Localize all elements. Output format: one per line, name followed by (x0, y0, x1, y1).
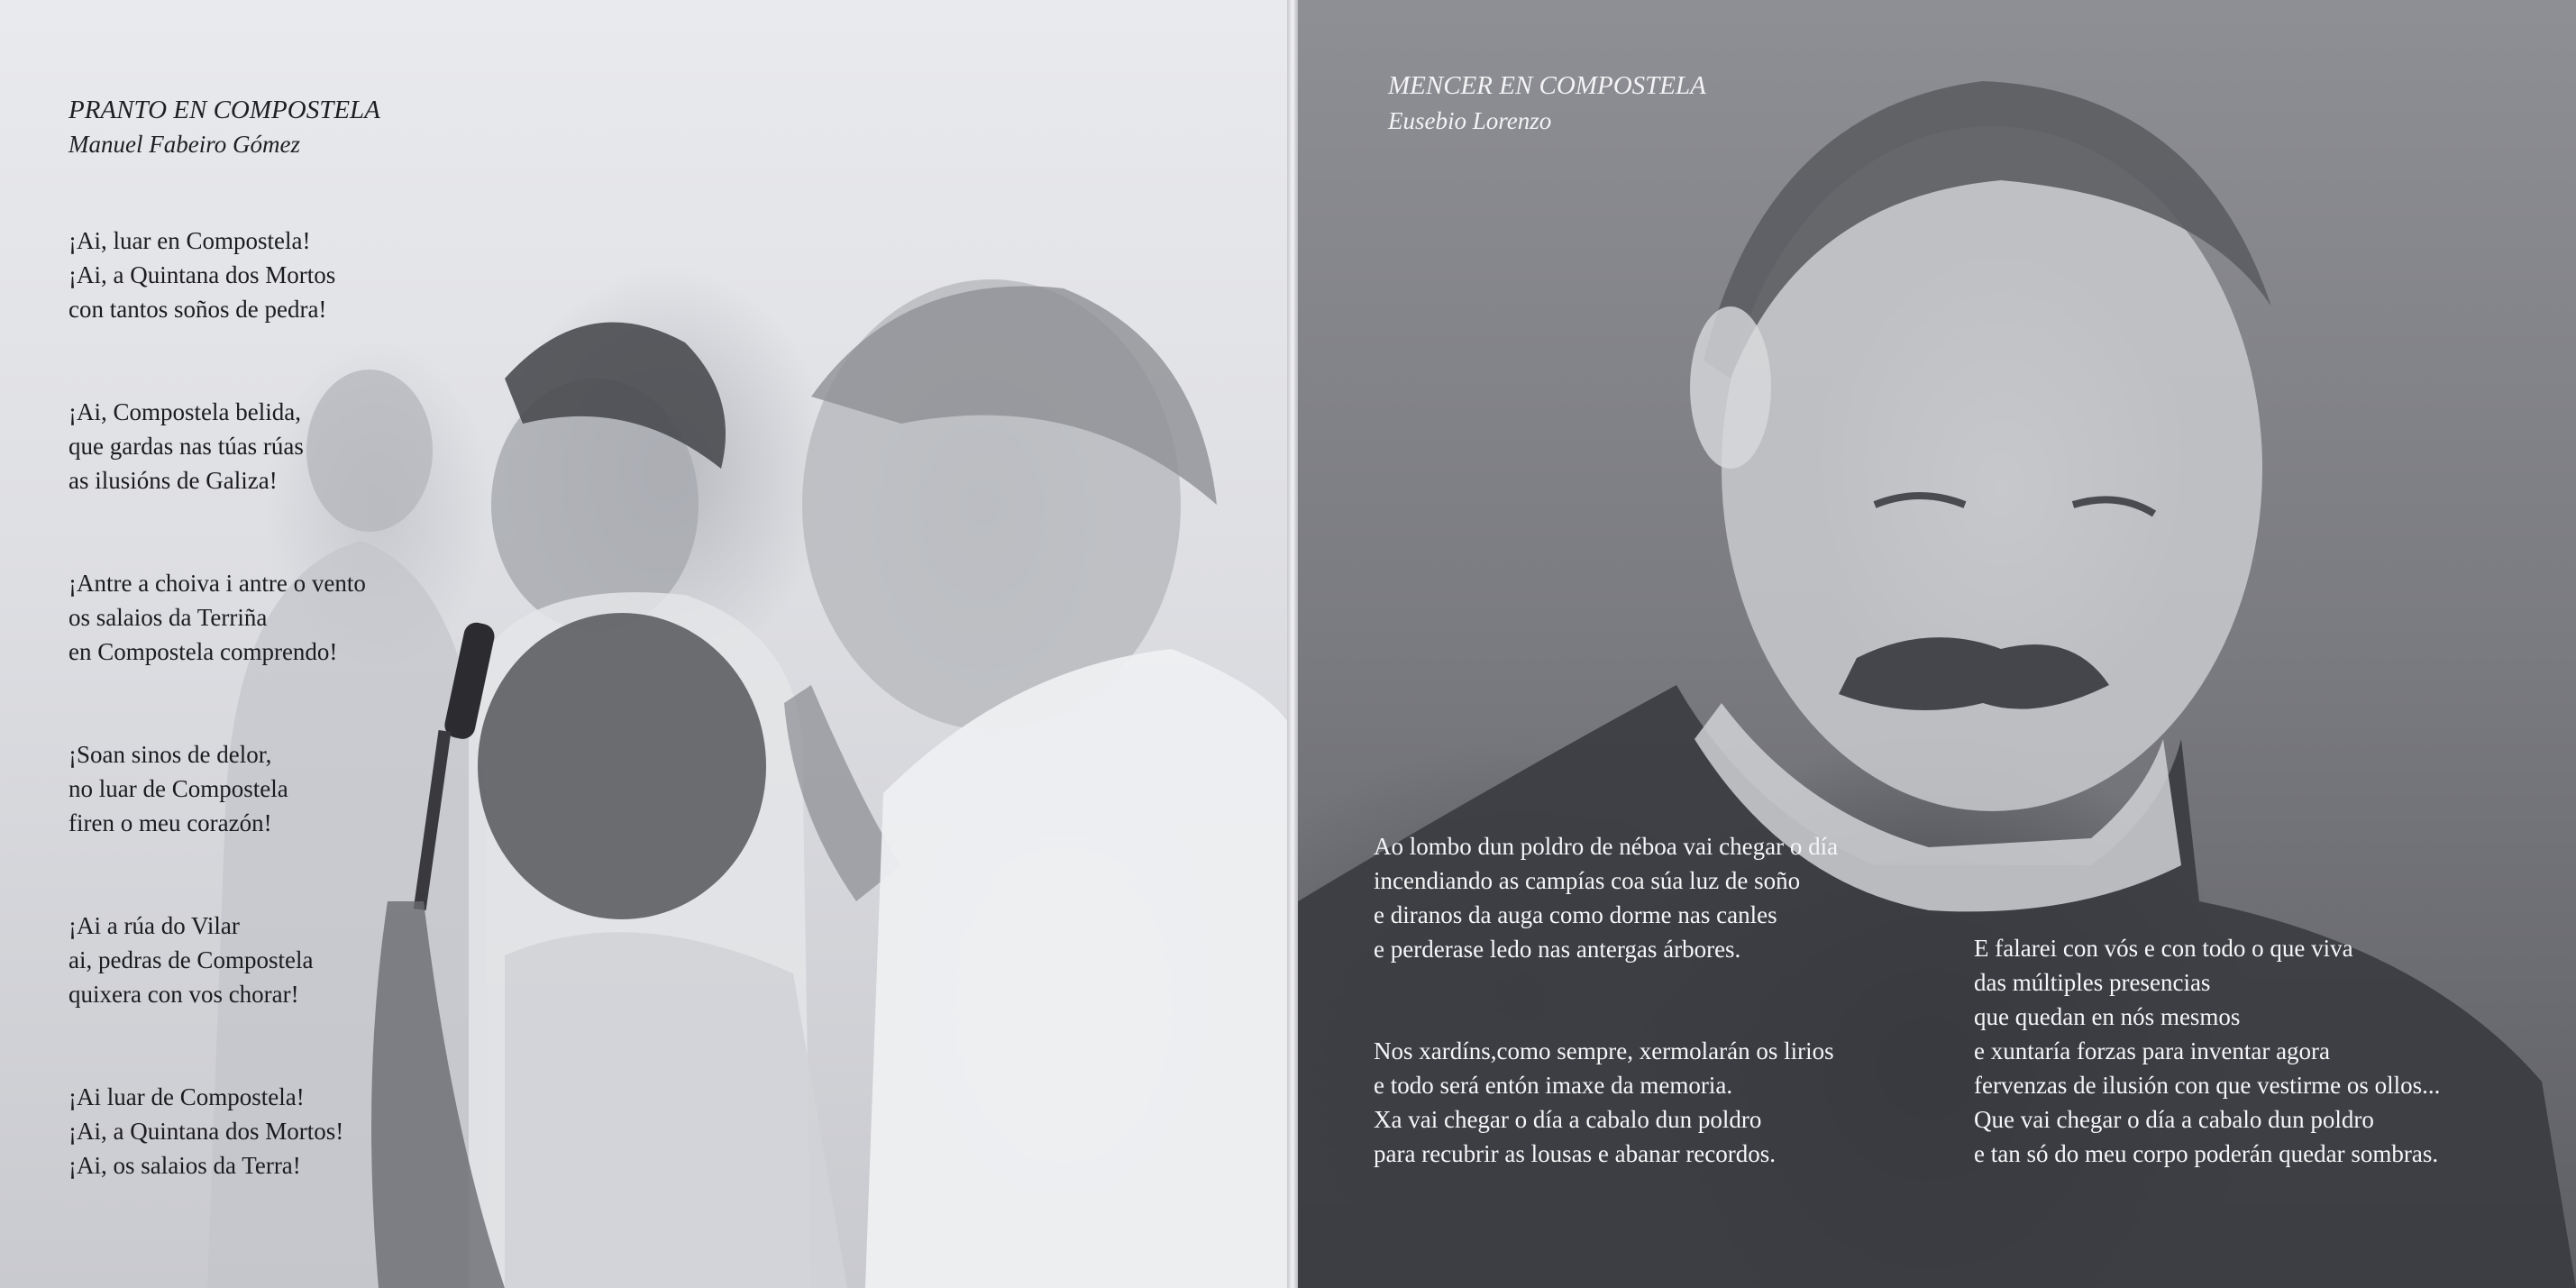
left-stanza-1 (69, 224, 335, 326)
verse-line: que quedan en nós mesmos (1974, 1003, 2241, 1030)
right-poem-author: Eusebio Lorenzo (1388, 107, 1552, 134)
verse-line: Nos xardíns,como sempre, xermolarán os lirios (1374, 1037, 1834, 1064)
verse-line: que gardas nas túas rúas (69, 433, 304, 460)
verse-line: e todo será entón imaxe da memoria. (1374, 1072, 1733, 1099)
verse-line: ¡Antre a choiva i antre o vento (69, 570, 366, 597)
left-stanza-6 (69, 1080, 343, 1183)
verse-line: ¡Ai, os salaios da Terra! (69, 1152, 301, 1179)
verse-line: e diranos da auga como dorme nas canles (1374, 901, 1777, 928)
verse-line: ¡Soan sinos de delor, (69, 741, 272, 768)
right-stanza-2 (1374, 1034, 1834, 1171)
verse-line: ¡Ai, Compostela belida, (69, 398, 301, 425)
verse-line: ¡Ai luar de Compostela! (69, 1083, 305, 1110)
right-page (1298, 0, 2576, 1288)
verse-line: no luar de Compostela (69, 775, 288, 802)
verse-line: ¡Ai, luar en Compostela! (69, 227, 311, 254)
verse-line: ¡Ai, a Quintana dos Mortos! (69, 1118, 344, 1145)
verse-line: das múltiples presencias (1974, 969, 2211, 996)
left-stanza-5 (69, 909, 313, 1011)
verse-line: quixera con vos chorar! (69, 981, 299, 1008)
verse-line: ¡Ai, a Quintana dos Mortos (69, 261, 336, 288)
left-poem-title: PRANTO EN COMPOSTELA (69, 96, 380, 124)
left-poem-author: Manuel Fabeiro Gómez (69, 131, 300, 158)
verse-line: con tantos soños de pedra! (69, 296, 327, 323)
verse-line: ¡Ai a rúa do Vilar (69, 912, 240, 939)
verse-line: firen o meu corazón! (69, 809, 272, 836)
verse-line: ai, pedras de Compostela (69, 946, 314, 973)
left-page (0, 0, 1287, 1288)
left-stanza-3 (69, 566, 366, 669)
verse-line: os salaios da Terriña (69, 604, 268, 631)
right-stanza-1 (1374, 829, 1838, 966)
verse-line: E falarei con vós e con todo o que viva (1974, 935, 2353, 962)
verse-line: Xa vai chegar o día a cabalo dun poldro (1374, 1106, 1762, 1133)
verse-line: fervenzas de ilusión con que vestirme os ollos... (1974, 1072, 2441, 1099)
verse-line: as ilusións de Galiza! (69, 467, 278, 494)
verse-line: incendiando as campías coa súa luz de soño (1374, 867, 1801, 894)
right-poem-title: MENCER EN COMPOSTELA (1388, 71, 1706, 100)
verse-line: Que vai chegar o día a cabalo dun poldro (1974, 1106, 2374, 1133)
verse-line: en Compostela comprendo! (69, 638, 338, 665)
book-gutter (1287, 0, 1298, 1288)
right-stanza-3 (1974, 931, 2440, 1171)
verse-line: Ao lombo dun poldro de néboa vai chegar o día (1374, 833, 1839, 860)
verse-line: e perderase ledo nas antergas árbores. (1374, 936, 1741, 963)
verse-line: e xuntaría forzas para inventar agora (1974, 1037, 2331, 1064)
verse-line: para recubrir as lousas e abanar recordos. (1374, 1140, 1777, 1167)
verse-line: e tan só do meu corpo poderán quedar sombras. (1974, 1140, 2439, 1167)
left-stanza-2 (69, 395, 304, 498)
left-stanza-4 (69, 737, 288, 840)
